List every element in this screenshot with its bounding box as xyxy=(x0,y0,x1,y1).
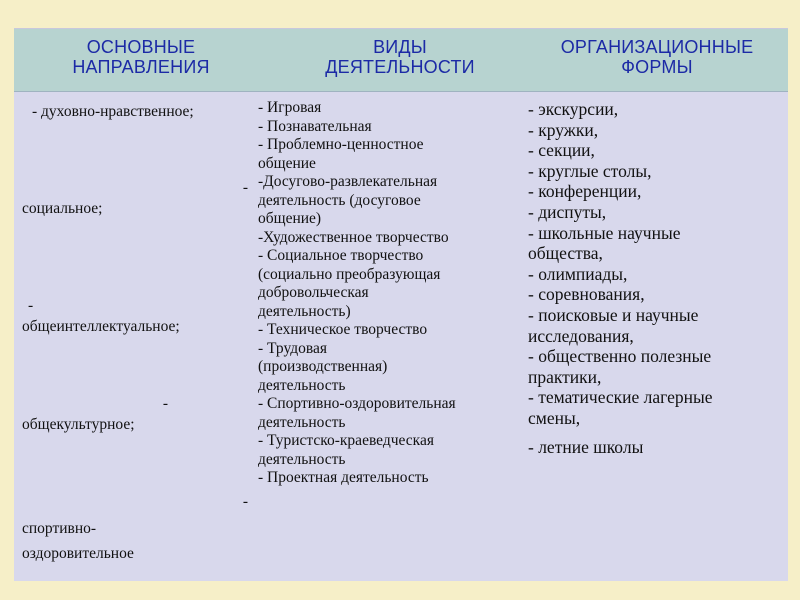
list-item: - секции, xyxy=(528,140,595,161)
direction-text: общеинтеллектуальное; xyxy=(22,318,180,335)
header-line: ОРГАНИЗАЦИОННЫЕ xyxy=(560,37,754,57)
list-item: - олимпиады, xyxy=(528,263,628,284)
list-item: - летние школы xyxy=(528,436,644,457)
list-item: - тематические лагерные xyxy=(528,387,713,408)
direction-text: спортивно- xyxy=(22,520,97,537)
forms-column xyxy=(528,99,780,457)
activities-table xyxy=(14,28,788,581)
direction-item xyxy=(22,101,248,122)
header-activities xyxy=(276,37,524,77)
list-item: общение) xyxy=(258,210,322,227)
list-item: деятельность xyxy=(258,413,346,431)
list-item: - Познавательная xyxy=(258,117,372,135)
list-item: - экскурсии, xyxy=(528,99,619,119)
list-item: - школьные научные xyxy=(528,222,681,243)
list-item: деятельность xyxy=(258,376,346,394)
direction-item xyxy=(22,177,248,219)
list-item: - кружки, xyxy=(528,119,599,140)
list-item xyxy=(528,429,780,437)
list-item: деятельность xyxy=(258,450,346,468)
list-item: - круглые столы, xyxy=(528,160,652,181)
direction-text: общекультурное; xyxy=(22,416,135,433)
header-forms xyxy=(526,37,788,77)
direction-text: оздоровительное xyxy=(22,545,134,562)
direction-item xyxy=(22,393,248,435)
list-item: -Досугово-развлекательная xyxy=(258,173,438,190)
direction-dash: - xyxy=(162,395,168,412)
list-item: - Проектная деятельность xyxy=(258,469,429,486)
table-header-row xyxy=(14,29,788,92)
list-item: - Проблемно-ценностное xyxy=(258,136,424,153)
header-line: ВИДЫ xyxy=(373,37,427,57)
header-directions xyxy=(22,37,260,77)
list-item: - соревнования, xyxy=(528,284,645,305)
list-item: - конференции, xyxy=(528,181,642,202)
direction-text: социальное; xyxy=(22,200,103,217)
header-line: НАПРАВЛЕНИЯ xyxy=(72,57,210,77)
list-item: общества, xyxy=(528,243,603,264)
list-item: добровольческая xyxy=(258,284,369,301)
list-item: деятельность (досуговое xyxy=(258,191,421,209)
direction-dash: - xyxy=(242,179,248,196)
list-item: - Игровая xyxy=(258,99,322,116)
list-item: - Туристско-краеведческая xyxy=(258,432,434,449)
list-item: - поисковые и научные xyxy=(528,304,699,325)
list-item: - Социальное творчество xyxy=(258,247,424,264)
list-item: общение xyxy=(258,154,316,172)
direction-dash: - xyxy=(28,297,34,314)
list-item: смены, xyxy=(528,407,581,428)
direction-text: - духовно-нравственное; xyxy=(32,103,194,120)
activity-list xyxy=(258,99,522,488)
list-item: - Техническое творчество xyxy=(258,321,428,338)
list-item: - Спортивно-оздоровительная xyxy=(258,395,456,412)
list-item: -Художественное творчество xyxy=(258,228,449,246)
direction-item xyxy=(22,295,248,337)
direction-dash: - xyxy=(242,493,248,510)
header-line: ОСНОВНЫЕ xyxy=(86,37,196,57)
list-item: деятельность) xyxy=(258,302,351,320)
activities-column xyxy=(258,99,522,488)
list-item: - общественно полезные xyxy=(528,346,712,367)
header-line: ДЕЯТЕЛЬНОСТИ xyxy=(325,57,475,77)
list-item: исследования, xyxy=(528,325,634,346)
list-item: (производственная) xyxy=(258,358,388,375)
list-item: практики, xyxy=(528,366,602,387)
list-item: (социально преобразующая xyxy=(258,265,441,283)
header-line: ФОРМЫ xyxy=(621,57,693,77)
direction-item xyxy=(22,491,248,564)
forms-list xyxy=(528,99,780,457)
list-item: - диспуты, xyxy=(528,201,607,222)
list-item: - Трудовая xyxy=(258,339,327,357)
